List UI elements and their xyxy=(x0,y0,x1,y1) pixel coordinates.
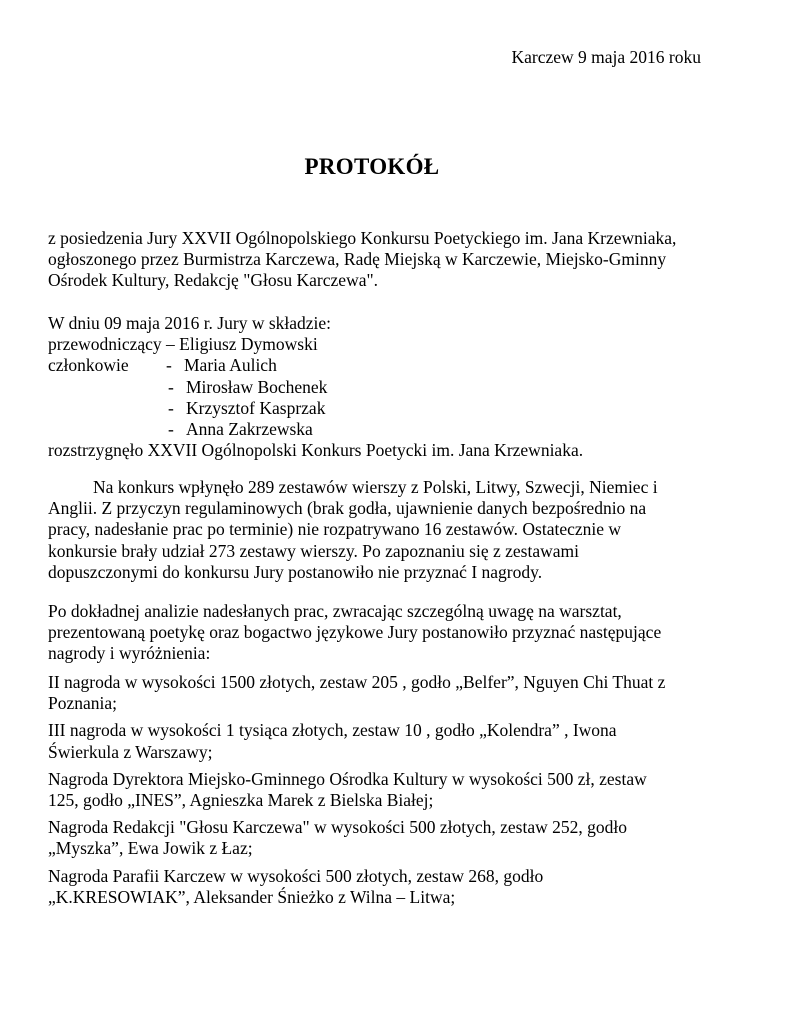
award-item xyxy=(48,672,708,714)
awards-list xyxy=(48,672,708,914)
paragraph-line: prezentowaną poetykę oraz bogactwo językowe Jury postanowiło przyznać następujące xyxy=(48,622,662,643)
decision-paragraph xyxy=(48,601,708,665)
submissions-paragraph xyxy=(48,477,708,583)
jury-member-name: Anna Zakrzewska xyxy=(186,419,313,440)
jury-member-row xyxy=(48,419,708,440)
paragraph-line: Na konkurs wpłynęło 289 zestawów wierszy z Polski, Litwy, Szwecji, Niemiec i xyxy=(93,477,658,497)
intro-line: z posiedzenia Jury XXVII Ogólnopolskiego Konkursu Poetyckiego im. Jana Krzewniaka, xyxy=(48,228,677,248)
jury-member-row xyxy=(48,398,708,419)
intro-paragraph xyxy=(48,228,708,292)
award-item xyxy=(48,866,708,908)
jury-chair: przewodniczący – Eligiusz Dymowski xyxy=(48,334,318,355)
jury-member-name: Mirosław Bochenek xyxy=(186,376,328,397)
member-dash: - xyxy=(166,355,172,376)
award-line: II nagroda w wysokości 1500 złotych, zestaw 205 , godło „Belfer”, Nguyen Chi Thuat z xyxy=(48,672,666,692)
members-label: członkowie xyxy=(48,355,129,376)
intro-line: ogłoszonego przez Burmistrza Karczewa, Radę Miejską w Karczewie, Miejsko-Gminny xyxy=(48,249,667,270)
member-dash: - xyxy=(168,397,174,418)
intro-line: Ośrodek Kultury, Redakcję "Głosu Karczewa". xyxy=(48,270,378,291)
award-line: Świerkula z Warszawy; xyxy=(48,741,213,762)
document-date: Karczew 9 maja 2016 roku xyxy=(511,47,701,67)
jury-opening: W dniu 09 maja 2016 r. Jury w składzie: xyxy=(48,313,332,333)
award-line: Nagroda Parafii Karczew w wysokości 500 złotych, zestaw 268, godło xyxy=(48,865,544,886)
award-line: „K.KRESOWIAK”, Aleksander Śnieżko z Wilna – Litwa; xyxy=(48,886,456,907)
award-line: „Myszka”, Ewa Jowik z Łaz; xyxy=(48,838,253,859)
award-line: Nagroda Dyrektora Miejsko-Gminnego Ośrodka Kultury w wysokości 500 zł, zestaw xyxy=(48,768,647,789)
award-line: 125, godło „INES”, Agnieszka Marek z Bielska Białej; xyxy=(48,790,434,811)
member-dash: - xyxy=(168,376,174,397)
award-item xyxy=(48,720,708,762)
paragraph-line: konkursie brały udział 273 zestawy wierszy. Po zapoznaniu się z zestawami xyxy=(48,540,579,561)
paragraph-line: dopuszczonymi do konkursu Jury postanowiło nie przyznać I nagrody. xyxy=(48,561,543,582)
jury-member-name: Krzysztof Kasprzak xyxy=(186,397,326,418)
document-title: PROTOKÓŁ xyxy=(304,154,440,179)
member-dash: - xyxy=(168,419,174,440)
award-line: Nagroda Redakcji "Głosu Karczewa" w wysokości 500 złotych, zestaw 252, godło xyxy=(48,817,627,838)
award-item xyxy=(48,817,708,859)
jury-composition xyxy=(48,313,708,461)
award-item xyxy=(48,769,708,811)
paragraph-line: Po dokładnej analizie nadesłanych prac, zwracając szczególną uwagę na warsztat, xyxy=(48,601,622,621)
award-line: III nagroda w wysokości 1 tysiąca złotych, zestaw 10 , godło „Kolendra” , Iwona xyxy=(48,720,617,741)
jury-closing: rozstrzygnęło XXVII Ogólnopolski Konkurs Poetycki im. Jana Krzewniaka. xyxy=(48,440,584,461)
paragraph-line: pracy, nadesłanie prac po terminie) nie rozpatrywano 16 zestawów. Ostatecznie w xyxy=(48,519,622,540)
jury-member-row xyxy=(48,377,708,398)
paragraph-line: Anglii. Z przyczyn regulaminowych (brak godła, ujawnienie danych bezpośrednio na xyxy=(48,498,647,519)
jury-member-name: Maria Aulich xyxy=(184,355,277,376)
award-line: Poznania; xyxy=(48,693,118,714)
paragraph-line: nagrody i wyróżnienia: xyxy=(48,643,211,664)
jury-member-row xyxy=(48,355,708,376)
